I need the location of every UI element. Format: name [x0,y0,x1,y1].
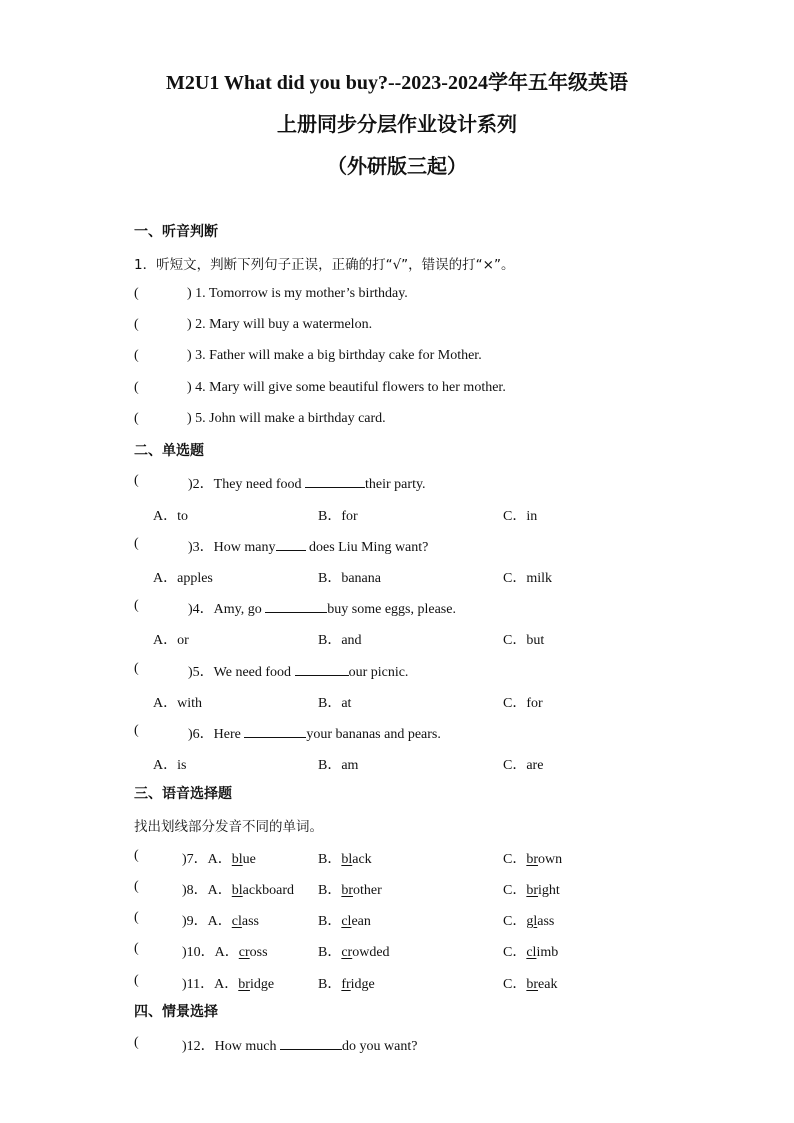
stem-text: )5．We need food [188,665,295,680]
word-rest: ack [352,852,372,867]
underlined-letters: bl [231,883,243,898]
question-number: )7．A． [182,852,232,867]
option-a[interactable]: A．or [153,633,189,648]
phonics-option-b[interactable] [318,973,375,993]
question-stem [182,1035,417,1055]
underlined-letters: bl [231,852,243,867]
stem-text: )12．How much [182,1039,280,1054]
phonics-option-a[interactable] [182,910,259,930]
option-c[interactable]: C．are [503,758,544,773]
underlined-letters: br [341,883,354,898]
option-c[interactable]: C．milk [503,571,553,586]
section-heading-single-choice: 二、单选题 [134,443,204,459]
word-rest: imb [536,945,559,960]
phonics-option-c[interactable] [503,848,562,868]
answer-paren[interactable]: ( [134,879,139,894]
word-rest: own [538,852,563,867]
phonics-option-b[interactable] [318,910,371,930]
option-a[interactable]: A．to [153,509,188,524]
section-heading-listening: 一、听音判断 [134,224,218,240]
word-rest: ass [537,914,555,929]
answer-blank[interactable] [244,723,306,738]
option-prefix: B． [318,914,342,929]
answer-paren[interactable]: ( [134,317,139,332]
answer-paren[interactable]: ( [134,1035,139,1050]
option-prefix: B． [318,852,342,867]
option-prefix: C． [503,883,527,898]
phonics-option-c[interactable] [503,941,558,961]
option-b[interactable]: B．banana [318,571,381,586]
phonics-option-c[interactable] [503,973,557,993]
listening-instruction: 1．听短文，判断下列句子正误，正确的打“√”，错误的打“×”。 [134,257,515,273]
answer-paren[interactable]: ( [134,848,139,863]
answer-paren[interactable]: ( [134,473,139,488]
answer-paren[interactable]: ( [134,910,139,925]
option-prefix: B． [318,977,342,992]
listening-item-text: ) 5. John will make a birthday card. [187,411,386,426]
underlined-letters: br [238,977,250,992]
phonics-option-a[interactable] [182,973,274,993]
phonics-option-c[interactable] [503,910,554,930]
option-prefix: B． [318,945,342,960]
listening-item-text: ) 3. Father will make a big birthday cake for Mother. [187,348,482,363]
answer-paren[interactable]: ( [134,941,139,956]
option-a[interactable]: A．apples [153,571,213,586]
option-prefix: C． [503,914,527,929]
answer-blank[interactable] [276,536,306,551]
option-prefix: C． [503,945,527,960]
answer-paren[interactable]: ( [134,973,139,988]
question-number: )11．A． [182,977,239,992]
question-stem [188,536,428,556]
question-stem [188,661,408,681]
stem-text: their party. [365,477,426,492]
underlined-letters: cl [231,914,242,929]
word-rest: ean [351,914,371,929]
phonics-option-c[interactable] [503,879,560,899]
stem-text: your bananas and pears. [306,727,441,742]
phonics-instruction: 找出划线部分发音不同的单词。 [134,819,323,835]
underlined-letters: bl [341,852,353,867]
answer-paren[interactable]: ( [134,411,139,426]
question-stem [188,473,426,493]
option-b[interactable]: B．at [318,696,352,711]
word-rest: oss [249,945,268,960]
option-c[interactable]: C．for [503,696,543,711]
section-heading-situational: 四、情景选择 [134,1004,218,1020]
option-b[interactable]: B．am [318,758,359,773]
word-rest: ackboard [242,883,294,898]
option-b[interactable]: B．for [318,509,358,524]
phonics-option-a[interactable] [182,848,256,868]
stem-text: )3．How many [188,540,276,555]
stem-text: )2．They need food [188,477,306,492]
answer-paren[interactable]: ( [134,598,139,613]
option-c[interactable]: C．but [503,633,545,648]
word-rest: eak [538,977,558,992]
underlined-letters: br [526,883,539,898]
document-title-line1: M2U1 What did you buy?--2023-2024学年五年级英语 [166,72,628,94]
word-rest: ass [241,914,260,929]
option-b[interactable]: B．and [318,633,362,648]
question-number: )9．A． [182,914,232,929]
question-stem [188,723,441,743]
answer-paren[interactable]: ( [134,348,139,363]
word-rest: other [353,883,382,898]
underlined-letters: cl [341,914,352,929]
underlined-letters: br [526,852,539,867]
document-title-line2: 上册同步分层作业设计系列 [277,114,517,136]
answer-paren[interactable]: ( [134,286,139,301]
phonics-option-b[interactable] [318,879,382,899]
phonics-option-b[interactable] [318,848,372,868]
option-a[interactable]: A．with [153,696,202,711]
answer-paren[interactable]: ( [134,723,139,738]
answer-blank[interactable] [280,1035,342,1050]
listening-item-text: ) 4. Mary will give some beautiful flowers to her mother. [187,380,506,395]
underlined-letters: cl [526,945,537,960]
stem-text: do you want? [342,1039,418,1054]
answer-paren[interactable]: ( [134,380,139,395]
word-rest: owded [352,945,390,960]
underlined-letters: fr [341,977,351,992]
word-rest: ue [242,852,256,867]
option-prefix: C． [503,977,527,992]
stem-text: )4．Amy, go [188,602,266,617]
answer-blank[interactable] [295,661,349,676]
listening-item-text: ) 1. Tomorrow is my mother’s birthday. [187,286,408,301]
option-c[interactable]: C．in [503,509,538,524]
answer-paren[interactable]: ( [134,536,139,551]
underlined-letters: cr [238,945,250,960]
answer-paren[interactable]: ( [134,661,139,676]
word-rest: ight [538,883,560,898]
question-number: )8．A． [182,883,232,898]
word-rest: idge [350,977,375,992]
option-prefix: B． [318,883,342,898]
option-prefix: C． [503,852,527,867]
underlined-letters: cr [341,945,353,960]
answer-blank[interactable] [265,598,327,613]
section-heading-phonics: 三、语音选择题 [134,786,232,802]
listening-item-text: ) 2. Mary will buy a watermelon. [187,317,373,332]
document-title-line3: （外研版三起） [327,156,467,178]
phonics-option-a[interactable] [182,941,268,961]
stem-text: does Liu Ming want? [305,540,429,555]
stem-text: our picnic. [348,665,409,680]
underlined-letters: br [526,977,539,992]
underlined-letters: gl [526,914,538,929]
answer-blank[interactable] [305,473,365,488]
stem-text: )6．Here [188,727,245,742]
question-stem [188,598,456,618]
option-a[interactable]: A．is [153,758,187,773]
phonics-option-b[interactable] [318,941,390,961]
word-rest: idge [249,977,275,992]
stem-text: buy some eggs, please. [327,602,456,617]
question-number: )10．A． [182,945,239,960]
phonics-option-a[interactable] [182,879,294,899]
